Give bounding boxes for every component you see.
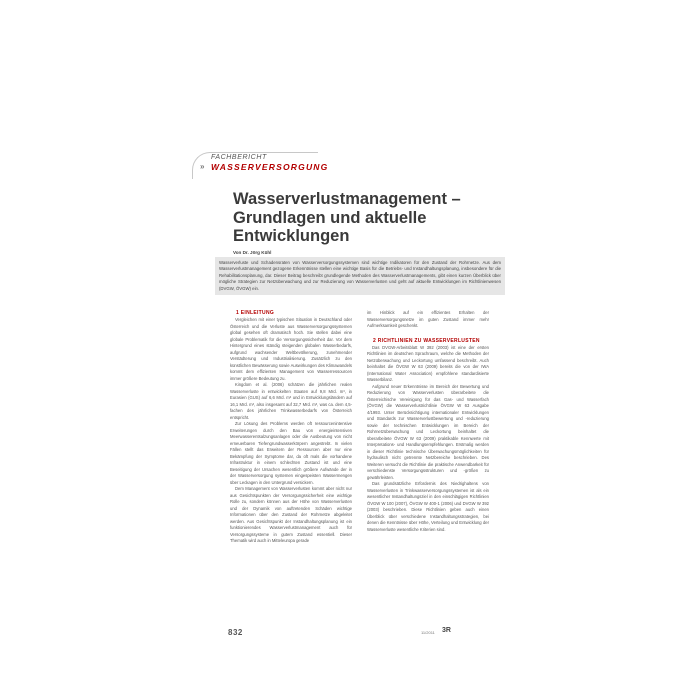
- section-heading-guidelines: 2 RICHTLINIEN ZU WASSERVERLUSTEN: [373, 337, 480, 344]
- article-page: [192, 150, 507, 645]
- article-author: Von Dr. Jörg Kühl: [233, 250, 272, 255]
- page-number: 832: [228, 628, 243, 637]
- paragraph: Vergleichen mit einer typischen Situation in Deutschland oder Österreich und die Verluste aus Wasserversorgungssystemen global gesehen oft dramatisch hoch. Sie stellen dabei eine globale Problematik für die Versorgungssicherheit dar. Vor dem Hintergrund eines ständig steigenden globalen Wasserbedarfs, aufgrund wachsender Weltbevölkerung, zunehmender Verstädterung und Industrialisierung. Zusätzlich zu den künstlichen Bewässerung sowie Auswirkungen des Klimawandels kommt dem effizienten Management von Wasserressourcen immer größere Bedeutung zu.: [230, 317, 352, 381]
- journal-mark: 3R: [442, 627, 451, 634]
- section-heading-introduction: 1 EINLEITUNG: [236, 310, 275, 316]
- double-chevron-icon: »: [200, 162, 205, 171]
- paragraph: Aufgrund neuer Erkenntnisse im Bereich der Bewertung und Reduzierung von Wasserverlusten überarbeitete die Österreichische Vereinigung für das Gas- und Wasserfach (ÖVGW) die Wasserverlustrichtlinie ÖVGW W 63 Ausgabe 4/1993. Unter Berücksichtigung internationaler Entwicklungen und Standards zur Wasserverlustbewertung und -reduzierung sowie der technischen Entwicklungen im Bereich der Rohrnetzüberwachung und Leckortung beinhaltet die überarbeitete ÖVGW W 63 (2009) praktikable Kennwerte mit Interpretations- und Handlungsempfehlungen. Erstmalig werden in dieser Richtlinie technische Überwachungsmöglichkeiten für hydraulisch nicht getrennte Netzbereiche beschrieben. Des Weiteren versucht die Richtlinie die praktische Anwendbarkeit für verschiedenste Versorgungsstrukturen und -größen zu gewährleisten.: [367, 383, 489, 480]
- paragraph: Dem Management von Wasserverlusten kommt aber nicht nur aus Gesichtspunkten der Versorgungssicherheit eine wichtige Rolle zu, sondern können aus der Höhe von Wasserverlusten und der Dynamik von auftretenden Schäden wichtige Informationen über den Zustand der Rohrnetze abgeleitet werden. Aus Gesichtspunkt der Instandhaltungsplanung ist ein funktionierendes Wasserverlustmanagement auch für Versorgungssysteme in gutem Zustand essentiell. Dieser Thematik wird auch in Mitteleuropa gerade: [230, 486, 352, 543]
- rubric-category: FACHBERICHT: [211, 154, 267, 161]
- article-title: Wasserverlustmanagement – Grundlagen und aktuelle Entwicklungen: [233, 190, 461, 245]
- paragraph: Das grundsätzliche Erfordernis des Niedrighaltens von Wasserverlusten in Trinkwasserversorgungssystemen ist als ein wesentlicher Instandhaltungsziel in den einschlägigen Richtlinien ÖVGW W 100 (2007), ÖVGW W 400-1 (2006) und DVGW W 392 (2003) beschrieben. Diese Richtlinien geben auch einen Überblick über verschiedene Instandhaltungsstrategien, bei denen die Kenntnisse über Höhe, Verteilung und Entwicklung der Wasserverluste wesentliche Kriterien sind.: [367, 481, 489, 532]
- paragraph: Das DVGW-Arbeitsblatt W 392 (2003) ist eine der ersten Richtlinien im deutschen Sprachraum, welche die Methoden der Netzüberwachung und Leckortung umfassend beschreibt. Auch beinhaltet die ÖVGW W 63 (2009) bereits die von der IWA (International Water Association) empfohlene standardisierte Wasserbilanz.: [367, 344, 489, 382]
- right-text-column: [367, 310, 489, 533]
- paragraph: Zur Lösung des Problems werden oft ressourcenintensive Erweiterungen durch den Bau von energieintensiven Meerwasserentsalzungsanlagen oder die Ausbeutung von nicht erneuerbaren Tiefengrundwasserkörpern angestrebt. In vielen Fällen stellt das Erweitern der Ressourcen aber nur eine Bekämpfung der Symptome dar, da oft mals die vorhandene Infrastruktur in einem schlechten Zustand ist und eine Beseitigung der Ursachen wesentlich größere Aufwände der in der Wasserversorgung systemen eingespeisten Wassermengen über Leckagen in den Untergrund versickern.: [230, 421, 352, 485]
- rubric-section: WASSERVERSORGUNG: [211, 162, 329, 172]
- issue-label: 11/2011: [421, 630, 435, 635]
- paragraph: Kingdom et al. (2006) schätzen die jährlichen realen Wasserverluste in entwickelten Staaten auf 9,8 Mrd. m³, in Eurasien (GUS) auf 6,6 Mrd. m³ und in Entwicklungsländern auf 16,1 Mrd. m³, also insgesamt auf 32,7 Mrd. m³, was ca. dem 4,5-fachen des jährlichen Trinkwasserbedarfs von Österreich entspricht.: [230, 382, 352, 420]
- left-text-column: [230, 310, 352, 545]
- paragraph-continued: im Hinblick auf ein effizientes Erhalten der Wasserversorgungsnetze im guten Zustand immer mehr Aufmerksamkeit geschenkt.: [367, 310, 489, 328]
- article-abstract: Wasserverluste und Schadensraten von Wasserversorgungssystemen sind wichtige Indikatoren für den Zustand der Rohrnetze. Aus dem Wasserverlustmanagement gezogene Erkenntnisse stellen eine wichtige Basis für die Betriebs- und Instandhaltungsplanung, insbesondere für die Rehabilitationsplanung, dar. Dieser Beitrag beschreibt grundlegende Methoden des Wasserverlustmanagements, gibt einen kurzen Überblick über mögliche Strategien zur Netzüberwachung und zur Reduzierung von Wasserverlusten und geht auf aktuelle Entwicklungen im Richtlinienwesen (DVGW, ÖVGW) ein.: [215, 257, 505, 295]
- section-rubric: [192, 150, 329, 182]
